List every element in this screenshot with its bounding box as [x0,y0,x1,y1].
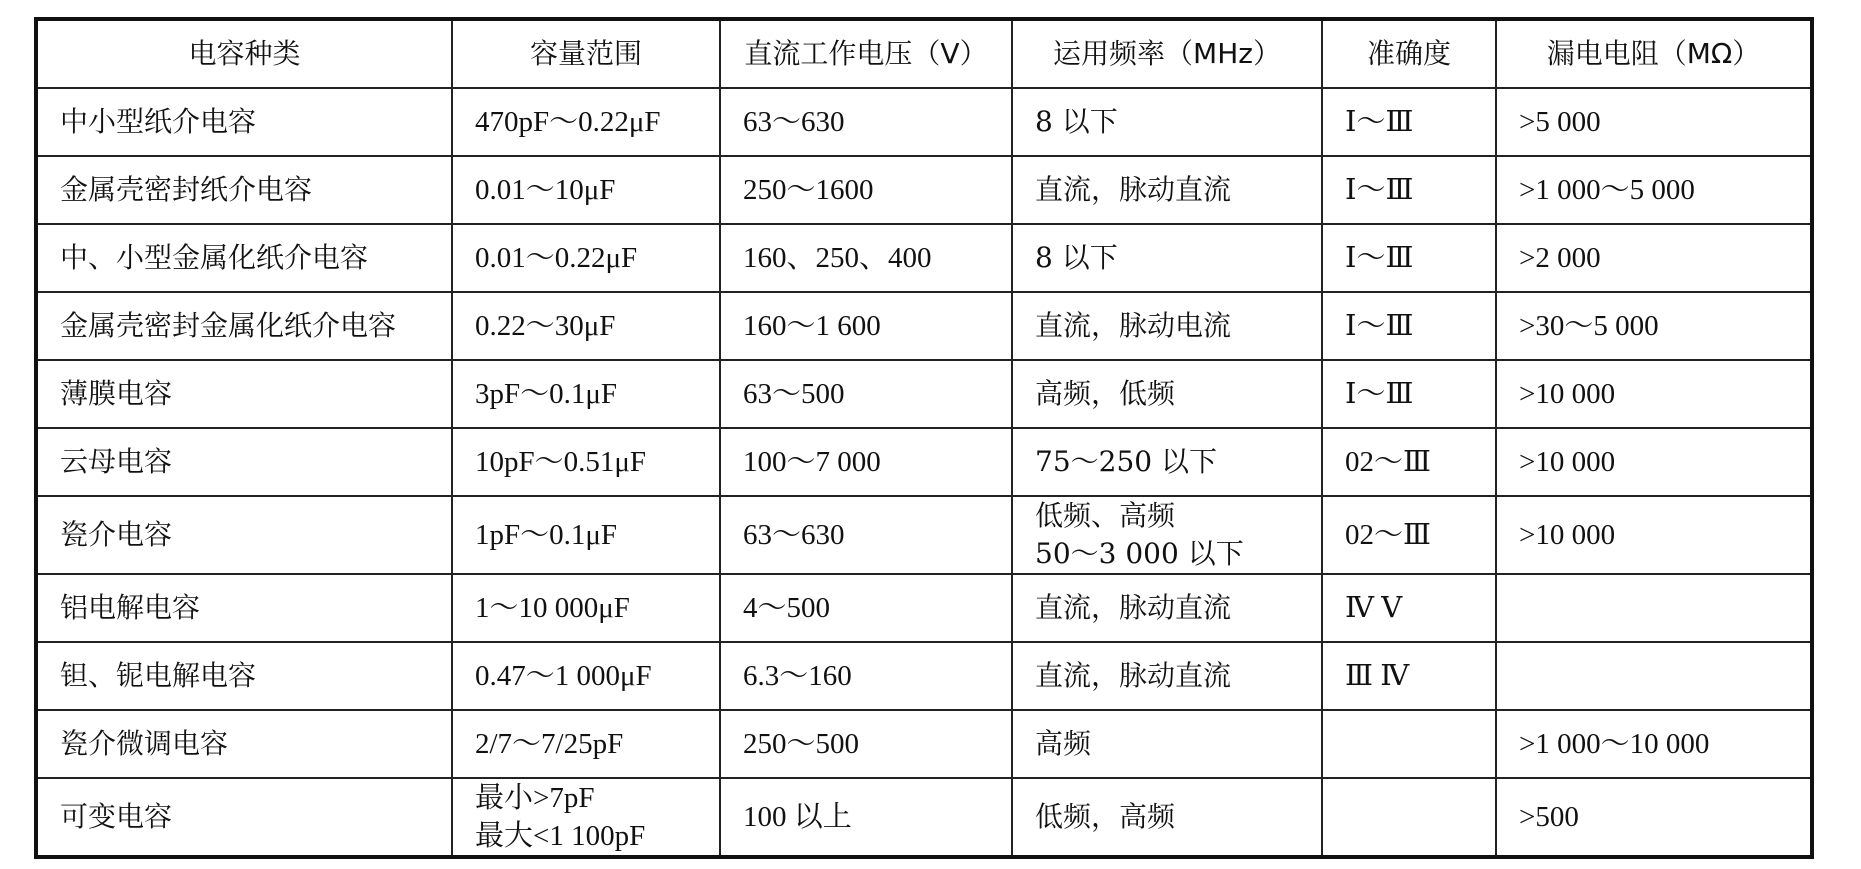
cell-leakage: >2 000 [1496,224,1812,292]
cell-voltage: 4～500 [720,574,1012,642]
cell-type: 金属壳密封纸介电容 [36,156,452,224]
cell-voltage: 160～1 600 [720,292,1012,360]
cell-type: 薄膜电容 [36,360,452,428]
table-row [36,642,1812,710]
cell-frequency: 8 以下 [1012,224,1322,292]
cell-frequency: 高频 [1012,710,1322,778]
cell-voltage: 100～7 000 [720,428,1012,496]
cell-frequency: 8 以下 [1012,88,1322,156]
cell-type: 钽、铌电解电容 [36,642,452,710]
cell-frequency: 直流，脉动直流 [1012,574,1322,642]
cell-type: 瓷介电容 [36,496,452,574]
cell-capacity: 10pF～0.51μF [452,428,720,496]
table-row [36,224,1812,292]
cell-accuracy: Ⅲ Ⅳ [1322,642,1496,710]
table-row [36,88,1812,156]
header-cell: 容量范围 [452,19,720,88]
table-row [36,360,1812,428]
cell-accuracy: 02～Ⅲ [1322,428,1496,496]
cell-leakage: >10 000 [1496,360,1812,428]
header-cell: 直流工作电压（V） [720,19,1012,88]
cell-frequency: 低频，高频 [1012,778,1322,857]
cell-voltage: 100 以上 [720,778,1012,857]
table-row [36,574,1812,642]
cell-capacity: 0.01～10μF [452,156,720,224]
cell-voltage: 250～500 [720,710,1012,778]
cell-capacity: 最小>7pF 最大<1 100pF [452,778,720,857]
cell-frequency: 直流，脉动电流 [1012,292,1322,360]
cell-leakage: >10 000 [1496,428,1812,496]
header-row [36,19,1812,88]
cell-capacity: 470pF～0.22μF [452,88,720,156]
header-cell: 准确度 [1322,19,1496,88]
cell-frequency: 低频、高频 50～3 000 以下 [1012,496,1322,574]
cell-leakage [1496,574,1812,642]
cell-leakage: >5 000 [1496,88,1812,156]
cell-voltage: 63～500 [720,360,1012,428]
cell-frequency: 75～250 以下 [1012,428,1322,496]
cell-accuracy: Ⅳ Ⅴ [1322,574,1496,642]
cell-capacity: 2/7～7/25pF [452,710,720,778]
cell-capacity: 1～10 000μF [452,574,720,642]
cell-accuracy: Ⅰ～Ⅲ [1322,224,1496,292]
table-row [36,292,1812,360]
cell-capacity: 0.01～0.22μF [452,224,720,292]
cell-type: 云母电容 [36,428,452,496]
capacitor-table [34,17,1814,859]
capacitor-table-container [34,17,1810,859]
cell-frequency: 直流，脉动直流 [1012,156,1322,224]
header-cell: 运用频率（MHz） [1012,19,1322,88]
cell-accuracy [1322,710,1496,778]
cell-voltage: 250～1600 [720,156,1012,224]
table-row [36,428,1812,496]
cell-voltage: 63～630 [720,88,1012,156]
cell-type: 中、小型金属化纸介电容 [36,224,452,292]
cell-leakage [1496,642,1812,710]
cell-leakage: >500 [1496,778,1812,857]
cell-accuracy: Ⅰ～Ⅲ [1322,88,1496,156]
cell-leakage: >1 000～5 000 [1496,156,1812,224]
cell-leakage: >30～5 000 [1496,292,1812,360]
cell-frequency: 直流，脉动直流 [1012,642,1322,710]
table-row [36,710,1812,778]
cell-voltage: 63～630 [720,496,1012,574]
cell-voltage: 160、250、400 [720,224,1012,292]
cell-accuracy: Ⅰ～Ⅲ [1322,156,1496,224]
cell-accuracy: 02～Ⅲ [1322,496,1496,574]
cell-capacity: 1pF～0.1μF [452,496,720,574]
table-row [36,156,1812,224]
cell-capacity: 3pF～0.1μF [452,360,720,428]
cell-type: 金属壳密封金属化纸介电容 [36,292,452,360]
cell-type: 可变电容 [36,778,452,857]
table-row [36,778,1812,857]
header-cell: 电容种类 [36,19,452,88]
cell-accuracy: Ⅰ～Ⅲ [1322,360,1496,428]
cell-capacity: 0.22～30μF [452,292,720,360]
cell-type: 铝电解电容 [36,574,452,642]
cell-accuracy: Ⅰ～Ⅲ [1322,292,1496,360]
cell-type: 瓷介微调电容 [36,710,452,778]
table-row [36,496,1812,574]
cell-capacity: 0.47～1 000μF [452,642,720,710]
cell-leakage: >10 000 [1496,496,1812,574]
cell-accuracy [1322,778,1496,857]
cell-leakage: >1 000～10 000 [1496,710,1812,778]
header-cell: 漏电电阻（MΩ） [1496,19,1812,88]
cell-type: 中小型纸介电容 [36,88,452,156]
cell-voltage: 6.3～160 [720,642,1012,710]
cell-frequency: 高频，低频 [1012,360,1322,428]
